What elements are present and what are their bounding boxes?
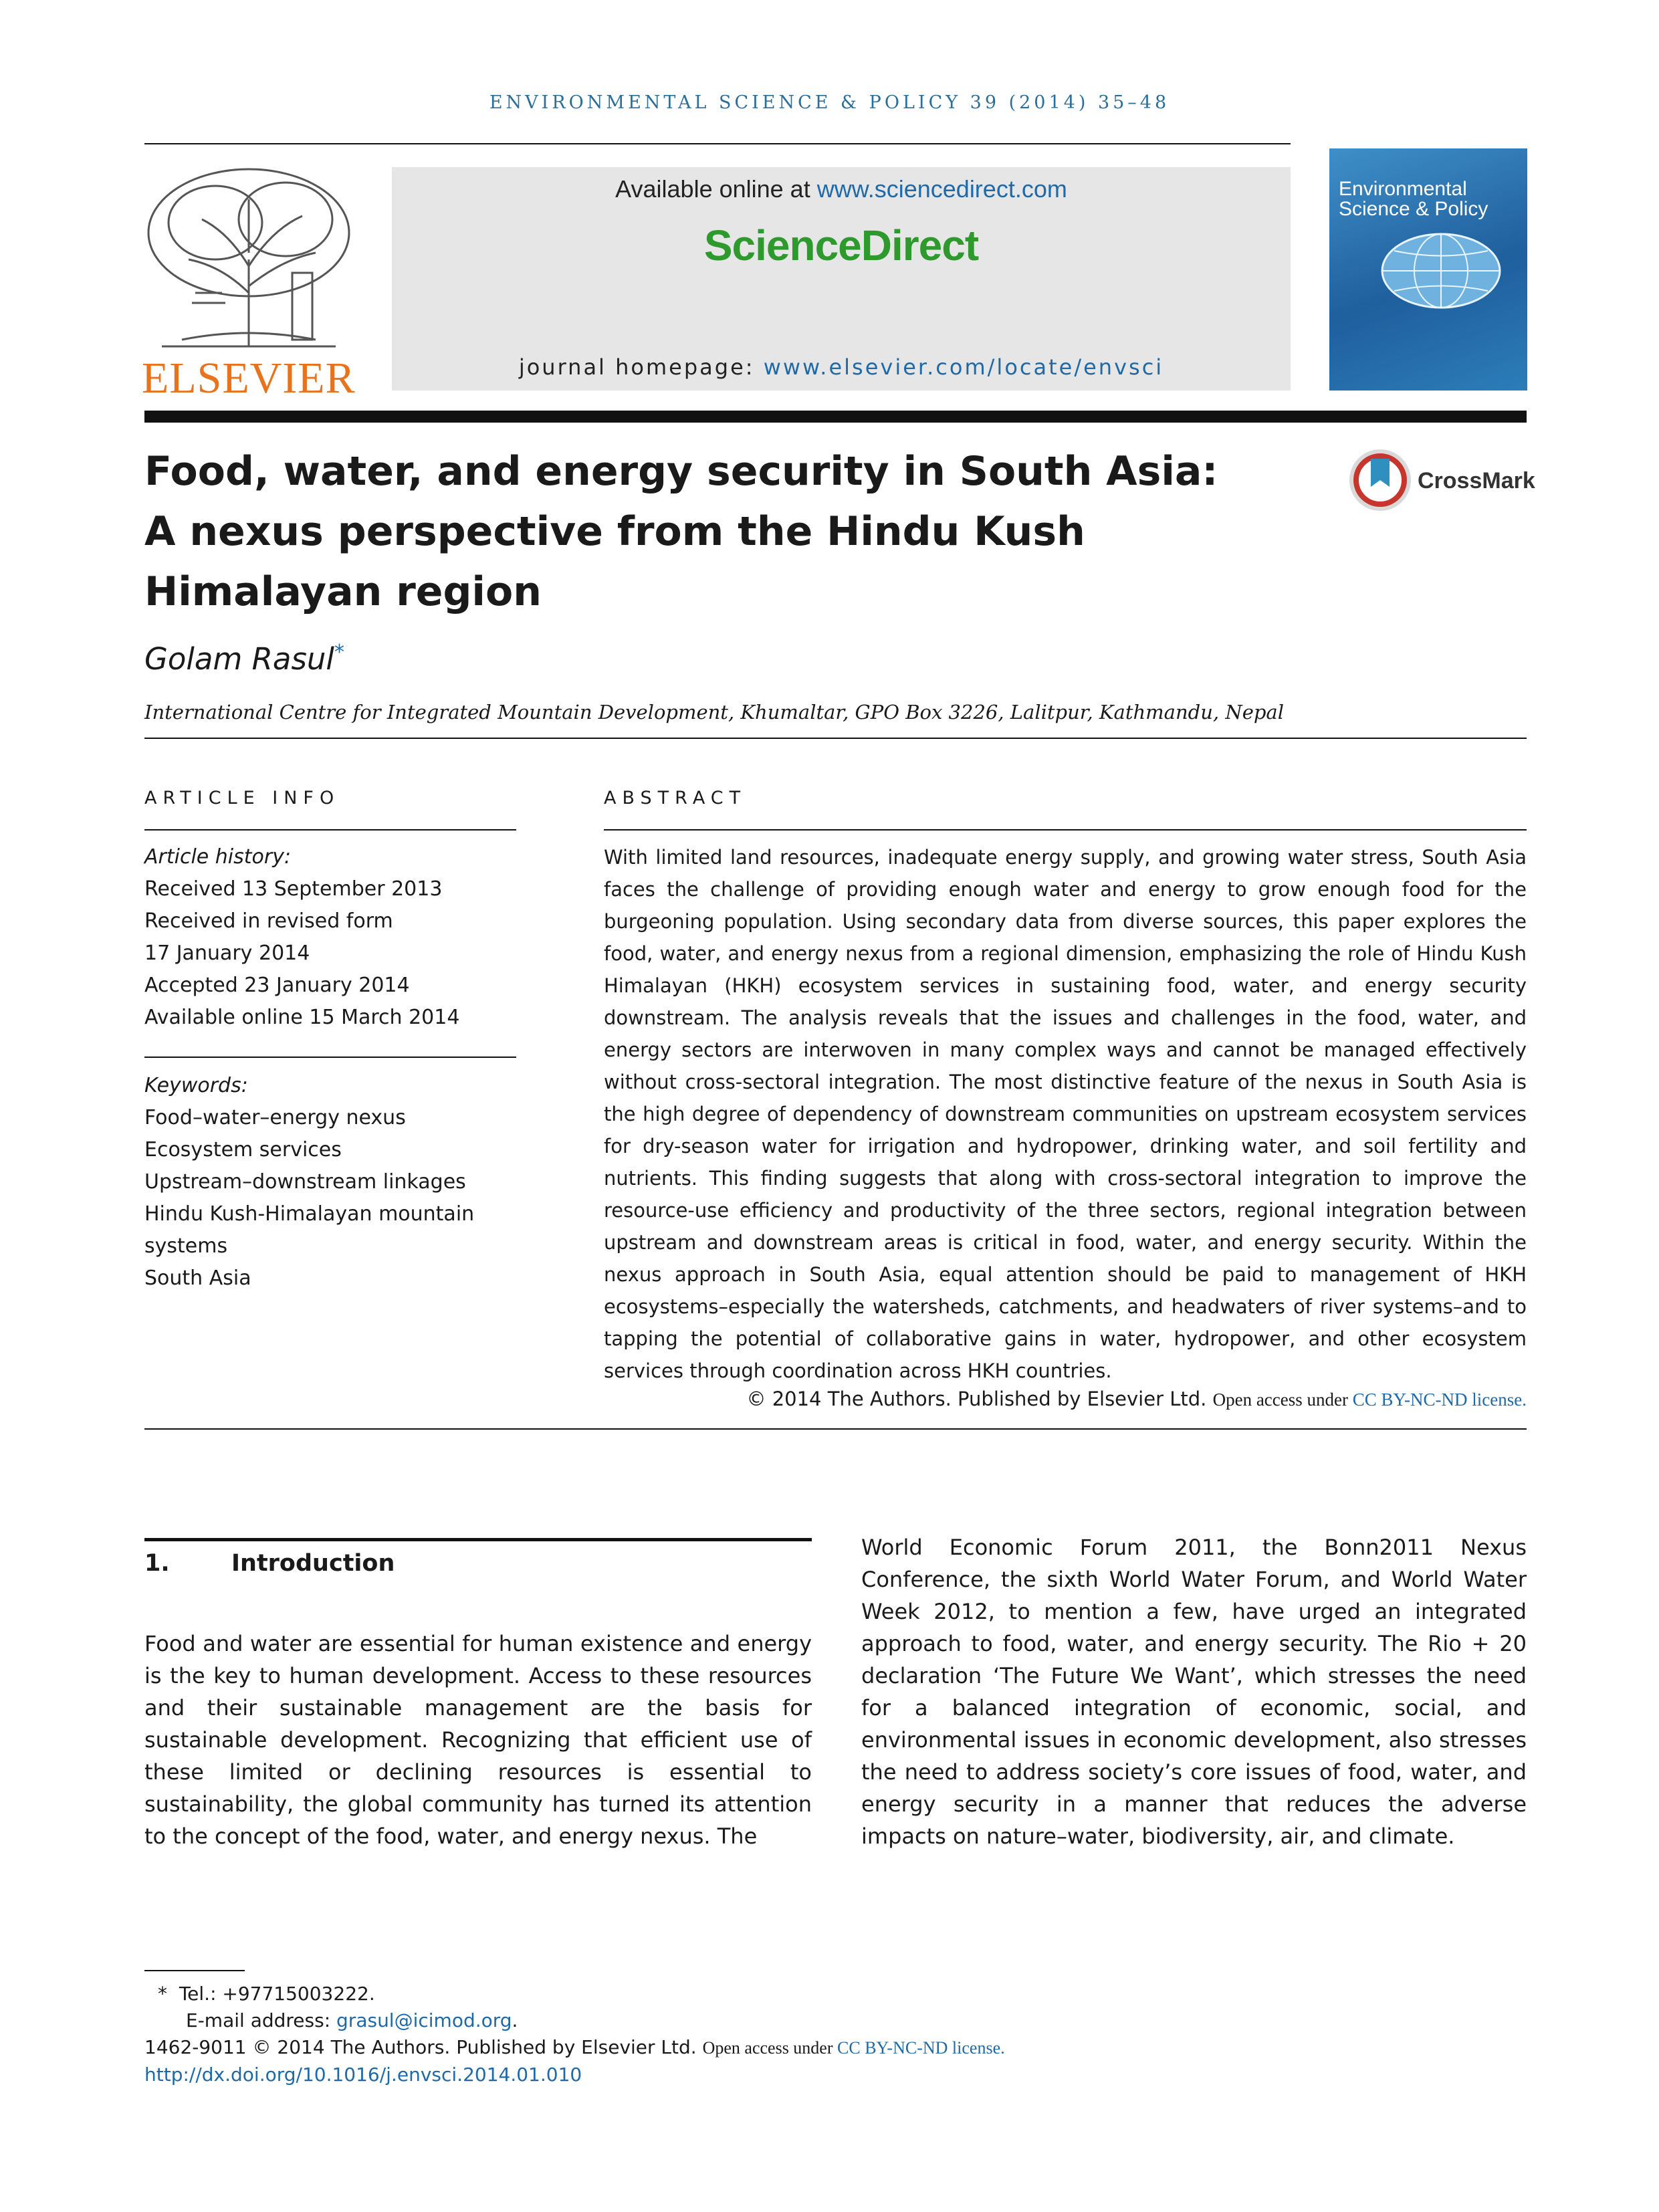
history-item: Available online 15 March 2014 [144, 1006, 460, 1029]
sciencedirect-logo: ScienceDirect [703, 221, 979, 269]
footnote [144, 1981, 1348, 2088]
crossmark-label[interactable]: CrossMark [1418, 468, 1535, 493]
elsevier-tree-logo [142, 159, 356, 353]
license-link[interactable]: CC BY-NC-ND license. [1352, 1390, 1527, 1410]
doi-link[interactable]: http://dx.doi.org/10.1016/j.envsci.2014.01.010 [144, 2064, 582, 2086]
intro-column-2: World Economic Forum 2011, the Bonn2011 Nexus Conference, the sixth World Water Forum, and World Water Week 2012, to mention a few, have urged an integrated approach to food, water, and energy security. The Rio + 20 declaration ‘The Future We Want’, which stresses the need for a balanced integration of economic, social, and environmental issues in economic development, also stresses the need to address society’s core issues of food, water, and energy security in a manner that reduces the adverse impacts on nature–water, biodiversity, air, and climate. [861, 1535, 1527, 1849]
history-item: 17 January 2014 [144, 942, 310, 965]
abstract-text: With limited land resources, inadequate energy supply, and growing water stress, South Asia faces the challenge of providing enough water and energy to grow enough food for the burgeoning population. Using secondary data from diverse sources, this paper explores the food, water, and energy nexus from a regional dimension, emphasizing the role of Hindu Kush Himalayan (HKH) ecosystem services in sustaining food, water, and energy security downstream. The analysis reveals that the issues and challenges in the food, water, and energy sectors are interwoven in many complex ways and cannot be managed effectively without cross-sectoral integration. The most distinctive feature of the nexus in South Asia is the high degree of dependency of downstream communities on upstream ecosystem services for dry-season water for irrigation and hydropower, drinking water, and soil fertility and nutrients. This finding suggests that along with cross-sectoral integration to improve the resource-use efficiency and productivity of the three sectors, regional integration between upstream and downstream areas is critical in food, water, and energy security. Within the nexus approach in South Asia, equal attention should be paid to management of HKH ecosystems–especially the watersheds, catchments, and headwaters of river systems–and to tapping the potential of collaborative gains in water, hydropower, and other ecosystem services through coordination across HKH countries. [604, 846, 1527, 1382]
abstract-bottom-rule [144, 1428, 1527, 1430]
article-history [144, 841, 519, 1034]
footnote-email: E-mail address: grasul@icimod.org. [186, 2009, 518, 2031]
author-name: Golam Rasul* [144, 641, 344, 677]
article-info-rule [144, 829, 516, 831]
article-title-line: Food, water, and energy security in South Asia: [144, 448, 1218, 495]
keyword-item: systems [144, 1234, 228, 1258]
abstract-rule [604, 829, 1527, 831]
header-rule [144, 143, 1291, 144]
keywords [144, 1070, 519, 1295]
article-title-line: A nexus perspective from the Hindu Kush [144, 508, 1085, 555]
abstract-heading: ABSTRACT [604, 788, 747, 808]
sciencedirect-link[interactable]: www.sciencedirect.com [816, 175, 1067, 203]
journal-homepage: journal homepage: www.elsevier.com/locate/envsci [518, 354, 1164, 380]
article-title [144, 441, 1281, 622]
article-info-heading: ARTICLE INFO [144, 788, 340, 808]
history-item: Received in revised form [144, 909, 393, 933]
issn-line: 1462-9011 © 2014 The Authors. Published by Elsevier Ltd. Open access under CC BY-NC-ND license. [144, 2036, 1005, 2058]
section-heading: 1. Introduction [144, 1550, 395, 1577]
intro-column-1: Food and water are essential for human existence and energy is the key to human development. Access to these resources and their sustainable management are the basis for sustainable development. Recognizing that efficient use of these limited or declining resources is essential to sustainability, the global community has turned its attention to the concept of the food, water, and energy nexus. The [144, 1631, 812, 1849]
title-top-rule [144, 411, 1527, 423]
keyword-item: Upstream–downstream linkages [144, 1170, 466, 1194]
footnote-rule [144, 1970, 245, 1971]
history-item: Accepted 23 January 2014 [144, 974, 410, 997]
footnote-tel: * Tel.: +97715003222. [158, 1983, 375, 2005]
keywords-label: Keywords: [144, 1074, 248, 1097]
keyword-item: South Asia [144, 1266, 251, 1290]
crossmark-icon[interactable] [1347, 447, 1414, 514]
author-affiliation: International Centre for Integrated Mountain Development, Khumaltar, GPO Box 3226, Lalitpur, Kathmandu, Nepal [144, 701, 1284, 724]
article-title-line: Himalayan region [144, 568, 542, 615]
globe-icon [1374, 231, 1508, 311]
keyword-item: Ecosystem services [144, 1138, 342, 1162]
keyword-item: Food–water–energy nexus [144, 1106, 406, 1129]
running-head: ENVIRONMENTAL SCIENCE & POLICY 39 (2014) 35–48 [489, 92, 1170, 113]
history-label: Article history: [144, 845, 292, 869]
journal-homepage-link[interactable]: www.elsevier.com/locate/envsci [763, 354, 1164, 380]
keywords-rule [144, 1057, 516, 1058]
author-footnote-marker[interactable]: * [334, 641, 344, 664]
keyword-item: Hindu Kush-Himalayan mountain [144, 1202, 475, 1226]
affiliation-rule [144, 738, 1527, 739]
history-item: Received 13 September 2013 [144, 877, 443, 901]
abstract-copyright: © 2014 The Authors. Published by Elsevier Ltd. Open access under CC BY-NC-ND license. [746, 1388, 1527, 1410]
available-online: Available online at www.sciencedirect.com [615, 175, 1067, 203]
journal-cover-title: Environmental Science & Policy [1339, 178, 1488, 220]
intro-rule [144, 1538, 812, 1541]
email-link[interactable]: grasul@icimod.org [336, 2009, 512, 2031]
elsevier-wordmark: ELSEVIER [142, 354, 356, 403]
footnote-license-link[interactable]: CC BY-NC-ND license. [837, 2038, 1005, 2058]
